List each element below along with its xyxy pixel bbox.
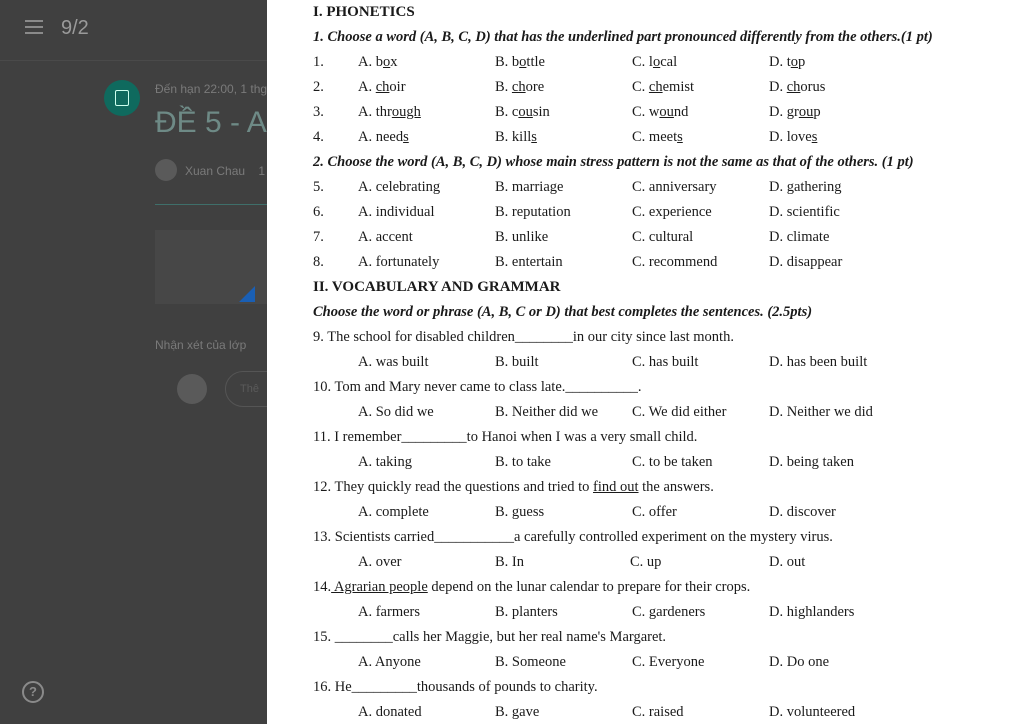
question-stem: 15. ________calls her Maggie, but her real name's Margaret. (313, 629, 667, 645)
option-c: C. We did either (632, 404, 727, 420)
option-a: A. complete (358, 504, 429, 520)
user-avatar (177, 374, 207, 404)
option-b: B. built (495, 354, 539, 370)
option-a: A. needs (358, 129, 409, 145)
question-stem: 11. I remember_________to Hanoi when I was a very small child. (313, 429, 698, 445)
class-name[interactable]: 9/2 (61, 17, 89, 39)
question-stem: 14. Agrarian people depend on the lunar calendar to prepare for their crops. (313, 579, 751, 595)
menu-icon[interactable] (25, 20, 43, 36)
option-c: C. experience (632, 204, 712, 220)
option-d: D. out (769, 554, 806, 570)
option-a: A. box (358, 54, 398, 70)
option-c: C. local (632, 54, 678, 70)
option-b: B. bottle (495, 54, 545, 70)
option-b: B. planters (495, 604, 558, 620)
option-b: B. Someone (495, 654, 566, 670)
option-d: D. volunteered (769, 704, 856, 720)
option-c: C. raised (632, 704, 684, 720)
option-a: A. Anyone (358, 654, 421, 670)
option-a: A. individual (358, 204, 435, 220)
option-c: C. chemist (632, 79, 695, 95)
option-a: A. choir (358, 79, 406, 95)
option-a: A. taking (358, 454, 412, 470)
option-b: B. kills (495, 129, 537, 145)
option-c: C. to be taken (632, 454, 713, 470)
option-b: B. chore (495, 79, 545, 95)
question-number: 7. (313, 229, 324, 245)
option-b: B. to take (495, 454, 551, 470)
instruction-2: 2. Choose the word (A, B, C, D) whose main stress pattern is not the same as that of the others. (1 pt) (313, 154, 914, 170)
option-b: B. In (495, 554, 524, 570)
option-d: D. has been built (769, 354, 868, 370)
option-b: B. unlike (495, 229, 549, 245)
title-divider (155, 204, 267, 205)
author-avatar (155, 159, 177, 181)
option-a: A. farmers (358, 604, 421, 620)
attachment-card[interactable] (155, 230, 267, 304)
section-phonetics: I. PHONETICS (313, 4, 415, 20)
option-a: A. donated (358, 704, 422, 720)
document-viewer (267, 0, 1024, 724)
question-number: 5. (313, 179, 324, 195)
question-stem: 12. They quickly read the questions and tried to find out the answers. (313, 479, 714, 495)
option-d: D. Neither we did (769, 404, 873, 420)
option-a: A. accent (358, 229, 413, 245)
option-d: D. top (769, 54, 806, 70)
option-d: D. scientific (769, 204, 840, 220)
option-b: B. marriage (495, 179, 564, 195)
option-b: B. reputation (495, 204, 571, 220)
assignment-icon (104, 80, 140, 116)
option-d: D. discover (769, 504, 836, 520)
option-a: A. fortunately (358, 254, 440, 270)
option-c: C. wound (632, 104, 689, 120)
question-number: 3. (313, 104, 324, 120)
option-b: B. cousin (495, 104, 550, 120)
question-stem: 13. Scientists carried___________a carefully controlled experiment on the mystery virus. (313, 529, 833, 545)
author-name: Xuan Chau 1 (185, 164, 266, 178)
option-a: A. celebrating (358, 179, 441, 195)
option-b: B. Neither did we (495, 404, 599, 420)
question-stem: 10. Tom and Mary never came to class late.__________. (313, 379, 642, 395)
option-c: C. gardeners (632, 604, 706, 620)
option-a: A. through (358, 104, 421, 120)
option-a: A. was built (358, 354, 429, 370)
option-c: C. meets (632, 129, 683, 145)
instruction-3: Choose the word or phrase (A, B, C or D) that best completes the sentences. (2.5pts) (313, 304, 813, 320)
option-d: D. being taken (769, 454, 854, 470)
option-c: C. anniversary (632, 179, 717, 195)
doc-type-icon (239, 286, 255, 302)
option-b: B. guess (495, 504, 545, 520)
option-c: C. offer (632, 504, 677, 520)
option-b: B. gave (495, 704, 540, 720)
option-d: D. gathering (769, 179, 842, 195)
option-d: D. chorus (769, 79, 826, 95)
class-comments-label: Nhận xét của lớp (155, 338, 247, 352)
question-number: 4. (313, 129, 324, 145)
option-d: D. loves (769, 129, 818, 145)
question-number: 8. (313, 254, 324, 270)
option-d: D. group (769, 104, 821, 120)
section-vocabulary: II. VOCABULARY AND GRAMMAR (313, 279, 561, 295)
option-c: C. Everyone (632, 654, 705, 670)
question-stem: 9. The school for disabled children________in our city since last month. (313, 329, 734, 345)
option-c: C. up (630, 554, 662, 570)
comment-input[interactable]: Thê (225, 371, 321, 407)
option-d: D. highlanders (769, 604, 855, 620)
option-d: D. Do one (769, 654, 830, 670)
option-a: A. over (358, 554, 402, 570)
option-c: C. recommend (632, 254, 718, 270)
help-icon[interactable]: ? (22, 681, 44, 703)
question-number: 2. (313, 79, 324, 95)
question-number: 1. (313, 54, 324, 70)
option-c: C. cultural (632, 229, 694, 245)
option-b: B. entertain (495, 254, 563, 270)
question-number: 6. (313, 204, 324, 220)
assignment-title: ĐỀ 5 - A (155, 106, 267, 139)
option-d: D. disappear (769, 254, 843, 270)
option-c: C. has built (632, 354, 699, 370)
option-a: A. So did we (358, 404, 434, 420)
due-date: Đến hạn 22:00, 1 thg (155, 82, 268, 96)
instruction-1: 1. Choose a word (A, B, C, D) that has the underlined part pronounced differently from the others.(1 pt) (313, 29, 933, 45)
question-stem: 16. He_________thousands of pounds to charity. (313, 679, 598, 695)
option-d: D. climate (769, 229, 830, 245)
